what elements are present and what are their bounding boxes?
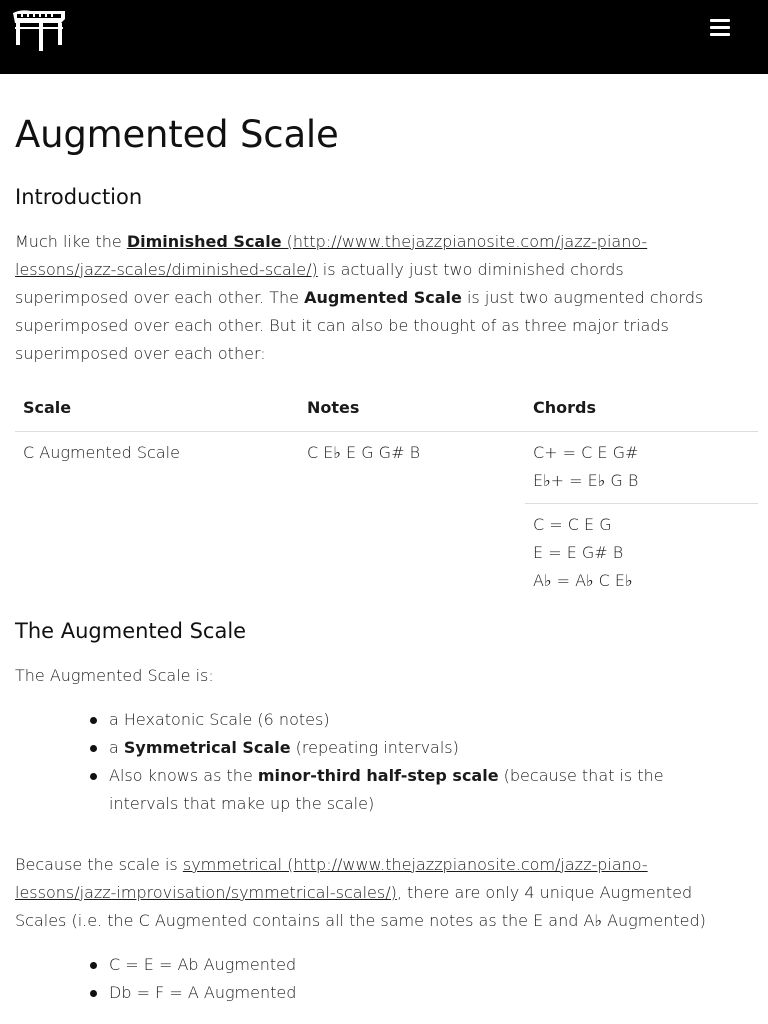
table-header-chords: Chords — [533, 398, 596, 417]
properties-list — [90, 706, 730, 818]
table-cell-chords-augmented: C+ = C E G# E♭+ = E♭ G B — [533, 443, 639, 490]
table-header-scale: Scale — [23, 398, 72, 417]
site-header — [0, 0, 768, 74]
table-divider — [15, 431, 758, 432]
section-intro: The Augmented Scale is: — [15, 666, 214, 685]
intro-heading: Introduction — [15, 185, 143, 209]
list-item: Also knows as the minor-third half-step scale (because that is the intervals that make up the scale) — [90, 762, 730, 818]
list-item: a Symmetrical Scale (repeating intervals) — [90, 734, 730, 762]
table-cell-chords-triads: C = C E G E = E G# B A♭ = A♭ C E♭ — [533, 515, 633, 590]
grand-piano-icon[interactable] — [11, 9, 67, 51]
symmetry-paragraph: Because the scale is symmetrical (http://www.thejazzpianosite.com/jazz-piano-lessons/jazz-improvisation/symmetrical-scales/), there are only 4 unique Augmented Scales (i.e. the C Augmented contains all the same notes as the E and A♭ Augmented) — [15, 855, 706, 930]
unique-scales-list — [90, 951, 730, 1007]
list-item: C = E = Ab Augmented — [90, 951, 730, 979]
hamburger-icon[interactable] — [710, 19, 730, 37]
list-item: Db = F = A Augmented — [90, 979, 730, 1007]
table-cell-notes: C E♭ E G G# B — [307, 443, 421, 462]
list-item: a Hexatonic Scale (6 notes) — [90, 706, 730, 734]
diminished-scale-link[interactable]: Diminished Scale (http://www.thejazzpianosite.com/jazz-piano-lessons/jazz-scales/diminished-scale/) — [15, 232, 648, 279]
table-cell-scale: C Augmented Scale — [23, 443, 180, 462]
chords-divider — [525, 503, 758, 504]
table-header-notes: Notes — [307, 398, 360, 417]
intro-paragraph: Much like the Diminished Scale (http://www.thejazzpianosite.com/jazz-piano-lessons/jazz-scales/diminished-scale/) is actually just two diminished chords superimposed over each other. The Augmented Scale is just two augmented chords superimposed over each other. But it can also be thought of as three major triads superimposed over each other: — [15, 232, 704, 363]
page-title: Augmented Scale — [15, 113, 339, 156]
symmetrical-scales-link[interactable]: symmetrical (http://www.thejazzpianosite.com/jazz-piano-lessons/jazz-improvisation/symmetrical-scales/) — [15, 855, 648, 902]
section-heading-augmented-scale: The Augmented Scale — [15, 619, 247, 643]
